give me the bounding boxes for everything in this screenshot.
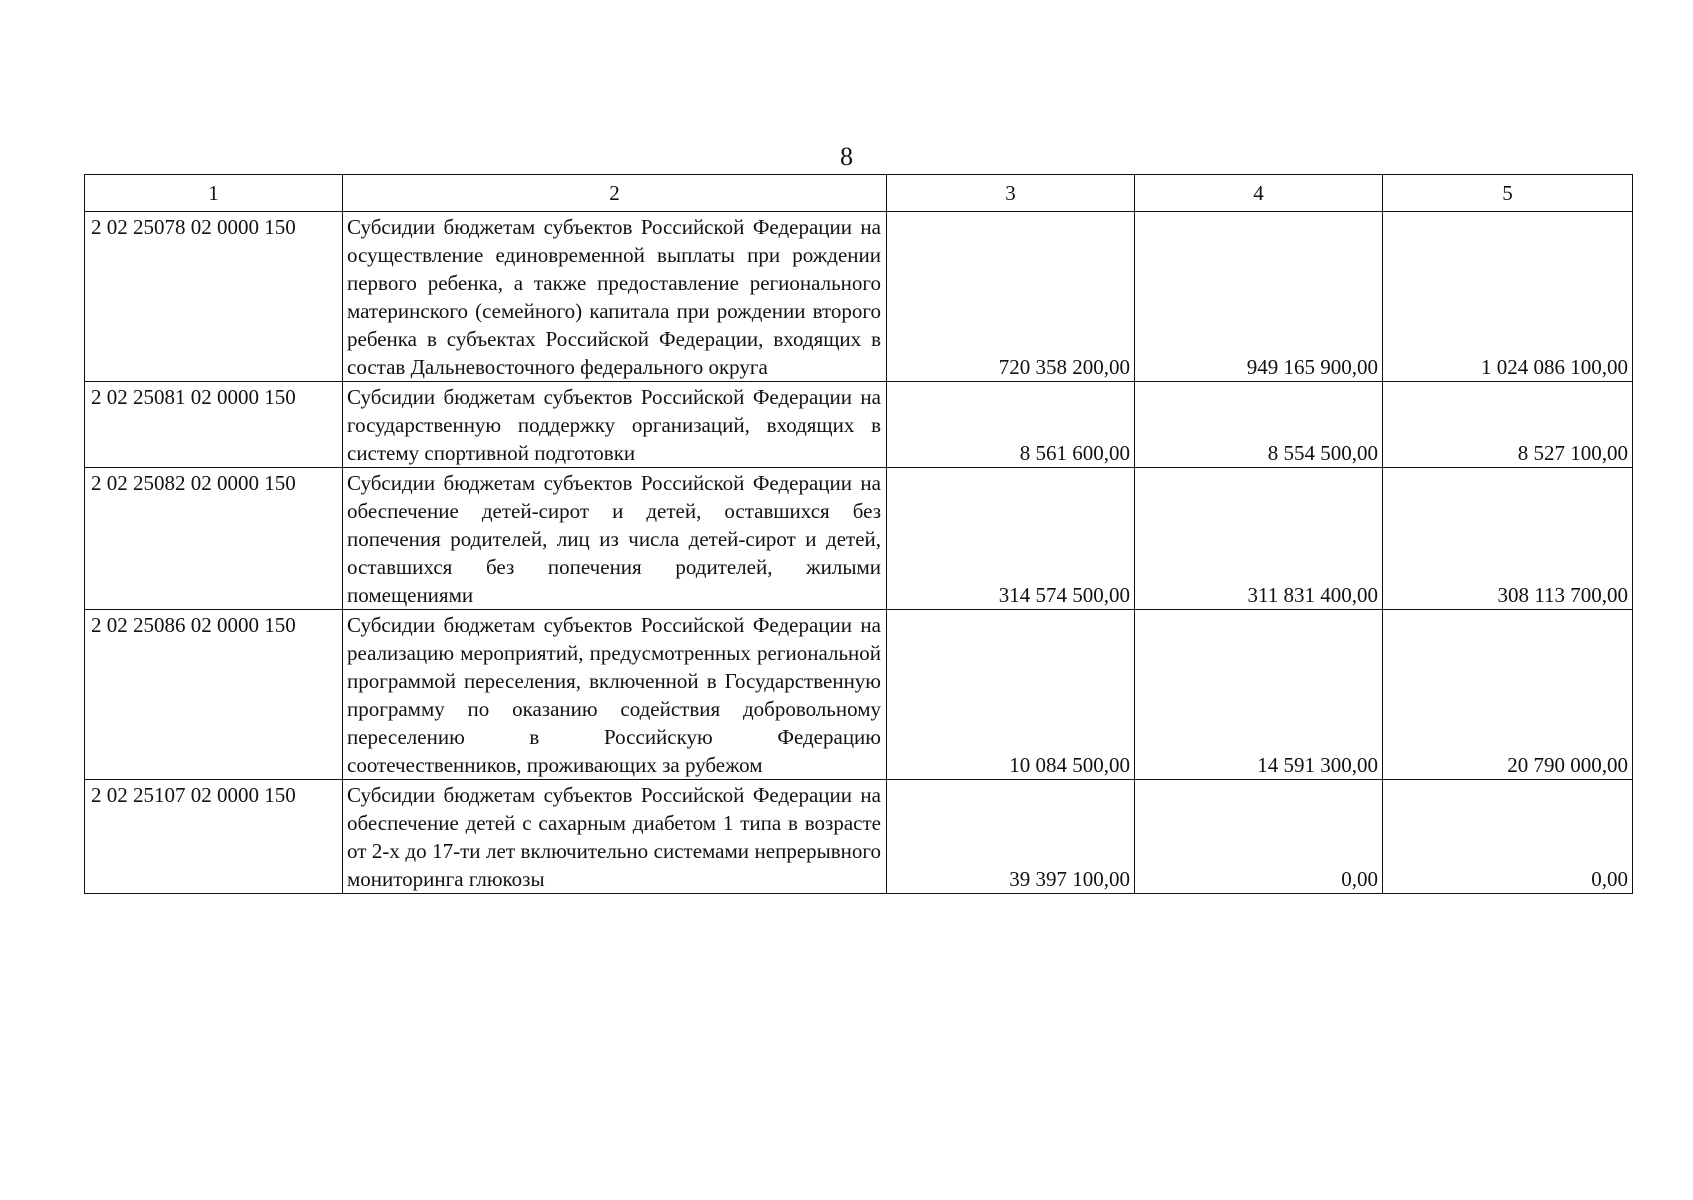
column-header-1: 1 bbox=[85, 175, 343, 212]
row-amount-col5: 20 790 000,00 bbox=[1383, 610, 1633, 780]
row-amount-col4: 311 831 400,00 bbox=[1135, 468, 1383, 610]
table-row bbox=[85, 610, 1633, 780]
row-amount-col3: 39 397 100,00 bbox=[887, 780, 1135, 894]
row-code: 2 02 25086 02 0000 150 bbox=[85, 610, 343, 780]
column-header-2: 2 bbox=[343, 175, 887, 212]
row-amount-col4: 949 165 900,00 bbox=[1135, 212, 1383, 382]
column-header-4: 4 bbox=[1135, 175, 1383, 212]
table-header-row bbox=[85, 175, 1633, 212]
row-amount-col3: 8 561 600,00 bbox=[887, 382, 1135, 468]
column-header-3: 3 bbox=[887, 175, 1135, 212]
row-code: 2 02 25078 02 0000 150 bbox=[85, 212, 343, 382]
table-row bbox=[85, 212, 1633, 382]
row-amount-col3: 314 574 500,00 bbox=[887, 468, 1135, 610]
row-code: 2 02 25082 02 0000 150 bbox=[85, 468, 343, 610]
row-description: Субсидии бюджетам субъектов Российской Федерации на реализацию мероприятий, предусмотренных региональной программой переселения, включенной в Государственную программу по оказанию содействия добровольному переселению в Российскую Федерацию соотечественников, проживающих за рубежом bbox=[343, 610, 887, 780]
row-amount-col4: 8 554 500,00 bbox=[1135, 382, 1383, 468]
row-amount-col4: 14 591 300,00 bbox=[1135, 610, 1383, 780]
row-amount-col5: 0,00 bbox=[1383, 780, 1633, 894]
row-description: Субсидии бюджетам субъектов Российской Федерации на осуществление единовременной выплаты при рождении первого ребенка, а также предоставление регионального материнского (семейного) капитала при рождении второго ребенка в субъектах Российской Федерации, входящих в состав Дальневосточного федерального округа bbox=[343, 212, 887, 382]
row-amount-col5: 308 113 700,00 bbox=[1383, 468, 1633, 610]
table-row bbox=[85, 468, 1633, 610]
table-row bbox=[85, 780, 1633, 894]
row-description: Субсидии бюджетам субъектов Российской Федерации на государственную поддержку организаций, входящих в систему спортивной подготовки bbox=[343, 382, 887, 468]
row-code: 2 02 25081 02 0000 150 bbox=[85, 382, 343, 468]
column-header-5: 5 bbox=[1383, 175, 1633, 212]
budget-table bbox=[84, 174, 1633, 894]
row-amount-col4: 0,00 bbox=[1135, 780, 1383, 894]
row-amount-col5: 8 527 100,00 bbox=[1383, 382, 1633, 468]
row-amount-col5: 1 024 086 100,00 bbox=[1383, 212, 1633, 382]
row-code: 2 02 25107 02 0000 150 bbox=[85, 780, 343, 894]
row-amount-col3: 10 084 500,00 bbox=[887, 610, 1135, 780]
table-row bbox=[85, 382, 1633, 468]
row-description: Субсидии бюджетам субъектов Российской Федерации на обеспечение детей с сахарным диабетом 1 типа в возрасте от 2-х до 17-ти лет включительно системами непрерывного мониторинга глюкозы bbox=[343, 780, 887, 894]
row-amount-col3: 720 358 200,00 bbox=[887, 212, 1135, 382]
row-description: Субсидии бюджетам субъектов Российской Федерации на обеспечение детей-сирот и детей, оставшихся без попечения родителей, лиц из числа детей-сирот и детей, оставшихся без попечения родителей, жилыми помещениями bbox=[343, 468, 887, 610]
page-number: 8 bbox=[840, 142, 853, 171]
